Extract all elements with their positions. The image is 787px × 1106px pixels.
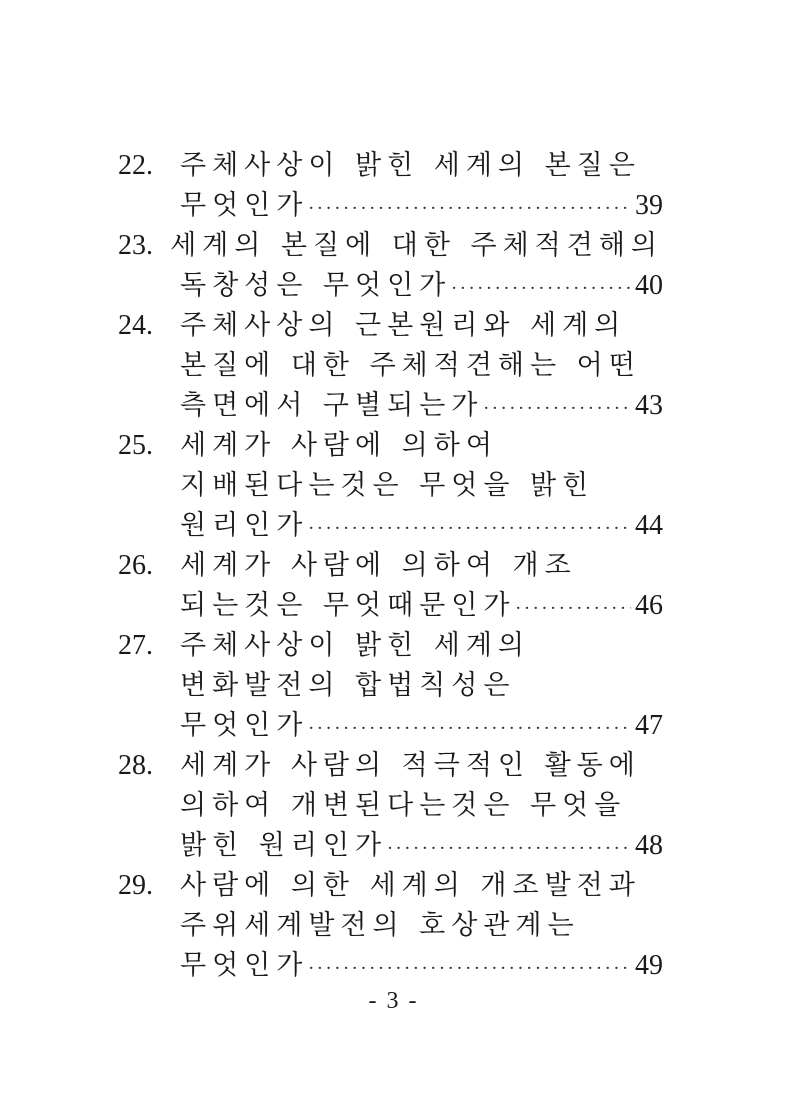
toc-entry-22[interactable]: [118, 146, 663, 226]
dot-leader: [308, 709, 631, 749]
dot-leader: [308, 949, 631, 989]
entry-title-line: 세계가 사람의 적극적인 활동에: [180, 750, 641, 781]
entry-title-line: 세계가 사람에 의하여 개조: [180, 550, 577, 581]
entry-page-number: 47: [635, 710, 663, 741]
entry-number: 22.: [118, 150, 153, 181]
entry-title-line: 세계가 사람에 의하여: [180, 430, 498, 461]
entry-page-number: 44: [635, 510, 663, 541]
dot-leader: [308, 189, 631, 229]
entry-number: 27.: [118, 630, 153, 661]
entry-page-number: 48: [635, 830, 663, 861]
toc-entry-24[interactable]: [118, 306, 663, 426]
toc-entry-27[interactable]: [118, 626, 663, 746]
table-of-contents: [118, 146, 663, 986]
entry-number: 26.: [118, 550, 153, 581]
entry-title-line: 주체사상이 밝힌 세계의 본질은: [180, 150, 641, 181]
toc-entry-23[interactable]: [118, 226, 663, 306]
dot-leader: [387, 829, 631, 869]
entry-title-line: 무엇인가: [180, 950, 309, 981]
entry-number: 28.: [118, 750, 153, 781]
toc-entry-29[interactable]: [118, 866, 663, 986]
entry-page-number: 46: [635, 590, 663, 621]
entry-number: 29.: [118, 870, 153, 901]
entry-title-line: 지배된다는것은 무엇을 밝힌: [180, 470, 595, 501]
dot-leader: [483, 389, 631, 429]
entry-title-line: 사람에 의한 세계의 개조발전과: [180, 870, 641, 901]
entry-number: 24.: [118, 310, 153, 341]
toc-entry-25[interactable]: [118, 426, 663, 546]
entry-title-line: 측면에서 구별되는가: [180, 390, 484, 421]
toc-entry-26[interactable]: [118, 546, 663, 626]
dot-leader: [515, 589, 631, 629]
entry-page-number: 40: [635, 270, 663, 301]
entry-title-line: 변화발전의 합법칙성은: [180, 670, 516, 701]
entry-title-line: 본질에 대한 주체적견해는 어떤: [180, 350, 641, 381]
entry-page-number: 39: [635, 190, 663, 221]
toc-entry-28[interactable]: [118, 746, 663, 866]
entry-title-line: 세계의 본질에 대한 주체적견해의: [170, 230, 663, 261]
entry-title-line: 주체사상의 근본원리와 세계의: [180, 310, 627, 341]
entry-title-line: 독창성은 무엇인가: [180, 270, 452, 301]
page-number: - 3 -: [368, 988, 419, 1014]
entry-page-number: 43: [635, 390, 663, 421]
entry-title-line: 되는것은 무엇때문인가: [180, 590, 516, 621]
dot-leader: [308, 509, 631, 549]
entry-page-number: 49: [635, 950, 663, 981]
entry-number: 23.: [118, 230, 153, 261]
entry-title-line: 의하여 개변된다는것은 무엇을: [180, 790, 627, 821]
entry-title-line: 밝힌 원리인가: [180, 830, 388, 861]
entry-title-line: 무엇인가: [180, 190, 309, 221]
dot-leader: [451, 269, 631, 309]
entry-title-line: 주위세계발전의 호상관계는: [180, 910, 580, 941]
entry-title-line: 무엇인가: [180, 710, 309, 741]
entry-title-line: 원리인가: [180, 510, 309, 541]
entry-number: 25.: [118, 430, 153, 461]
entry-title-line: 주체사상이 밝힌 세계의: [180, 630, 530, 661]
